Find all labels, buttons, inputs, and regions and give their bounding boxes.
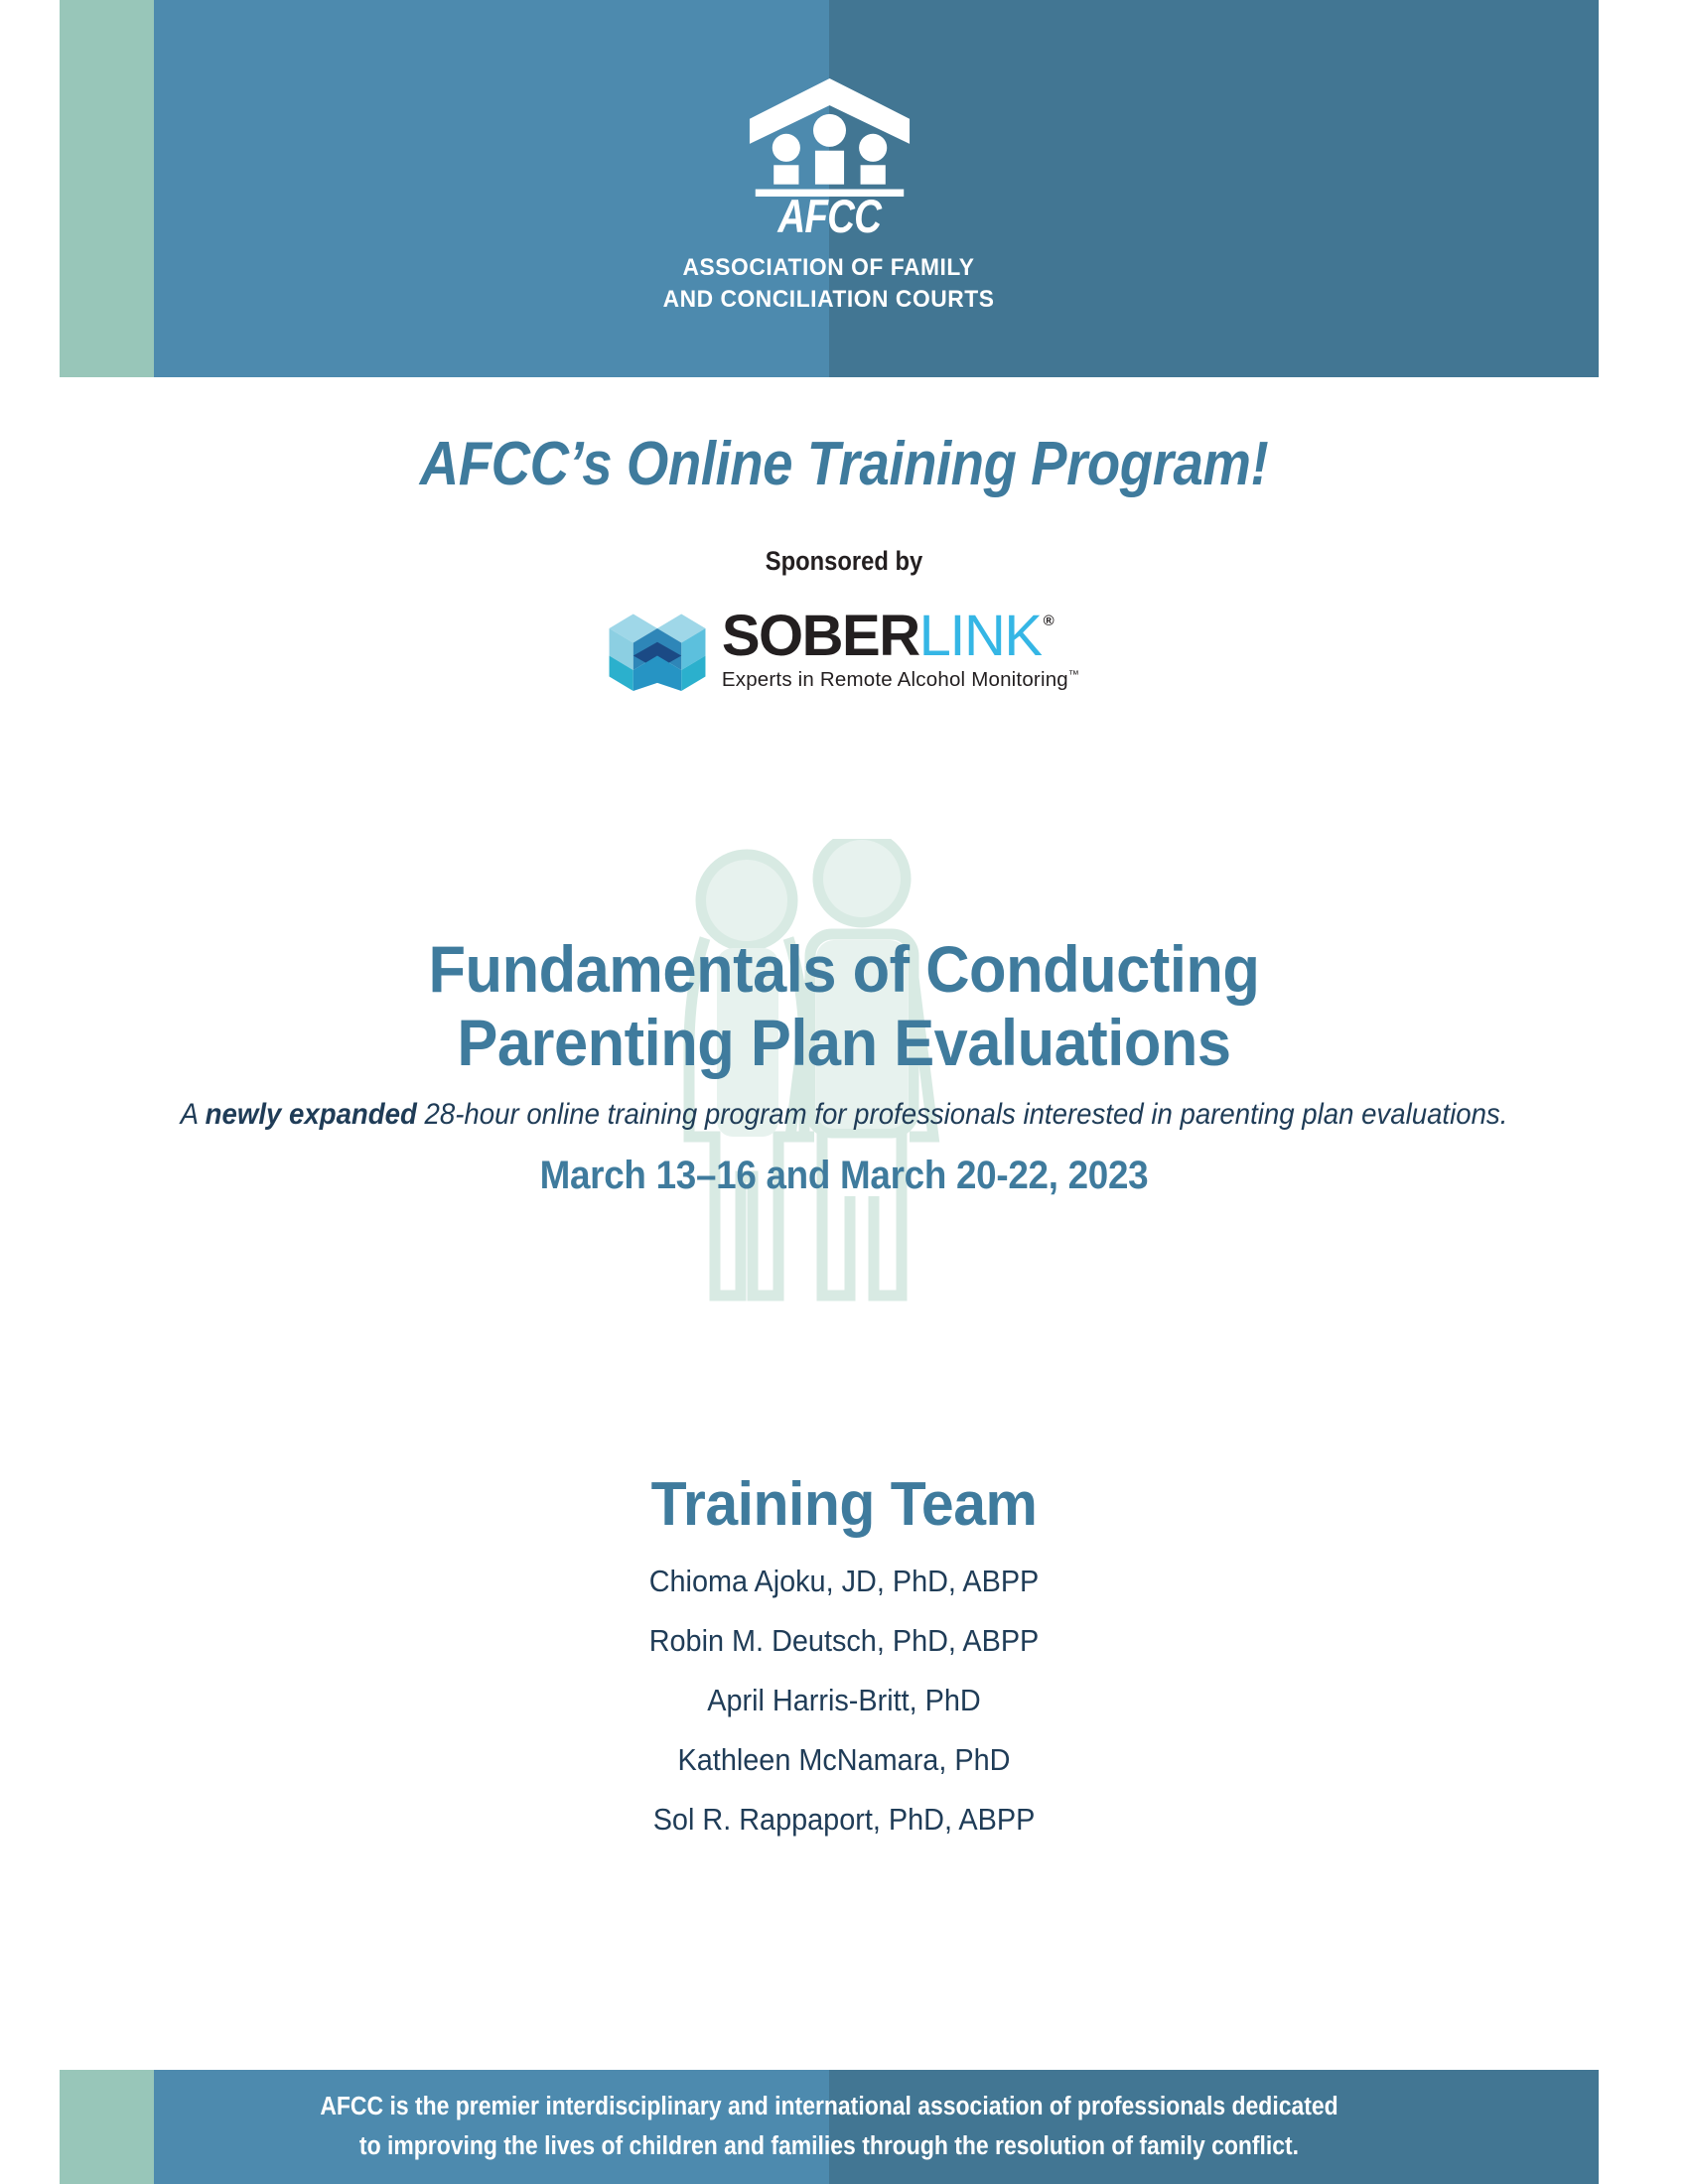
soberlink-wordmark (721, 604, 1080, 692)
trademark-icon: ™ (1067, 669, 1080, 682)
event-description-pre: A (180, 1097, 206, 1131)
event-title-line-2: Parenting Plan Evaluations (457, 1005, 1231, 1079)
soberlink-name-sober: SOBER (721, 604, 919, 669)
team-member: Robin M. Deutsch, PhD, ABPP (648, 1623, 1040, 1658)
soberlink-name (721, 604, 1079, 669)
event-title-line-1: Fundamentals of Conducting (428, 932, 1260, 1006)
soberlink-tagline-text: Experts in Remote Alcohol Monitoring (721, 668, 1068, 692)
event-description-emphasis: newly expanded (205, 1097, 417, 1131)
event-block (0, 933, 1688, 1198)
event-description (68, 1098, 1620, 1132)
soberlink-hexagon-icon (609, 608, 706, 691)
afcc-org-line-1: ASSOCIATION OF FAMILY (682, 254, 976, 282)
soberlink-sponsor-logo (0, 604, 1688, 692)
sponsored-by-label: Sponsored by (765, 546, 923, 576)
team-member: Sol R. Rappaport, PhD, ABPP (652, 1802, 1036, 1837)
training-team-heading: Training Team (650, 1470, 1038, 1539)
event-title (60, 933, 1629, 1080)
event-dates: March 13–16 and March 20-22, 2023 (539, 1153, 1149, 1197)
afcc-logo-icon (748, 76, 912, 197)
afcc-org-name (663, 252, 995, 315)
header-content (60, 0, 1599, 377)
team-member: April Harris-Britt, PhD (707, 1683, 981, 1717)
training-team-section (0, 1469, 1688, 1838)
footer-tagline (248, 2088, 1410, 2166)
program-title: AFCC’s Online Training Program! (419, 430, 1269, 498)
event-description-post: 28-hour online training program for professionals interested in parenting plan evaluations. (416, 1097, 1508, 1131)
team-member: Chioma Ajoku, JD, PhD, ABPP (648, 1564, 1040, 1598)
soberlink-name-link: LINK (918, 604, 1042, 669)
footer-content (60, 2070, 1599, 2184)
team-member: Kathleen McNamara, PhD (677, 1742, 1011, 1777)
footer-tagline-line-1: AFCC is the premier interdisciplinary and international association of professionals dedicated (320, 2092, 1338, 2120)
registered-trademark-icon: ® (1043, 613, 1055, 630)
afcc-wordmark: AFCC (777, 190, 881, 243)
footer-tagline-line-2: to improving the lives of children and families through the resolution of family conflict. (358, 2131, 1300, 2160)
afcc-org-line-2: AND CONCILIATION COURTS (663, 285, 995, 313)
soberlink-tagline (722, 670, 1079, 691)
